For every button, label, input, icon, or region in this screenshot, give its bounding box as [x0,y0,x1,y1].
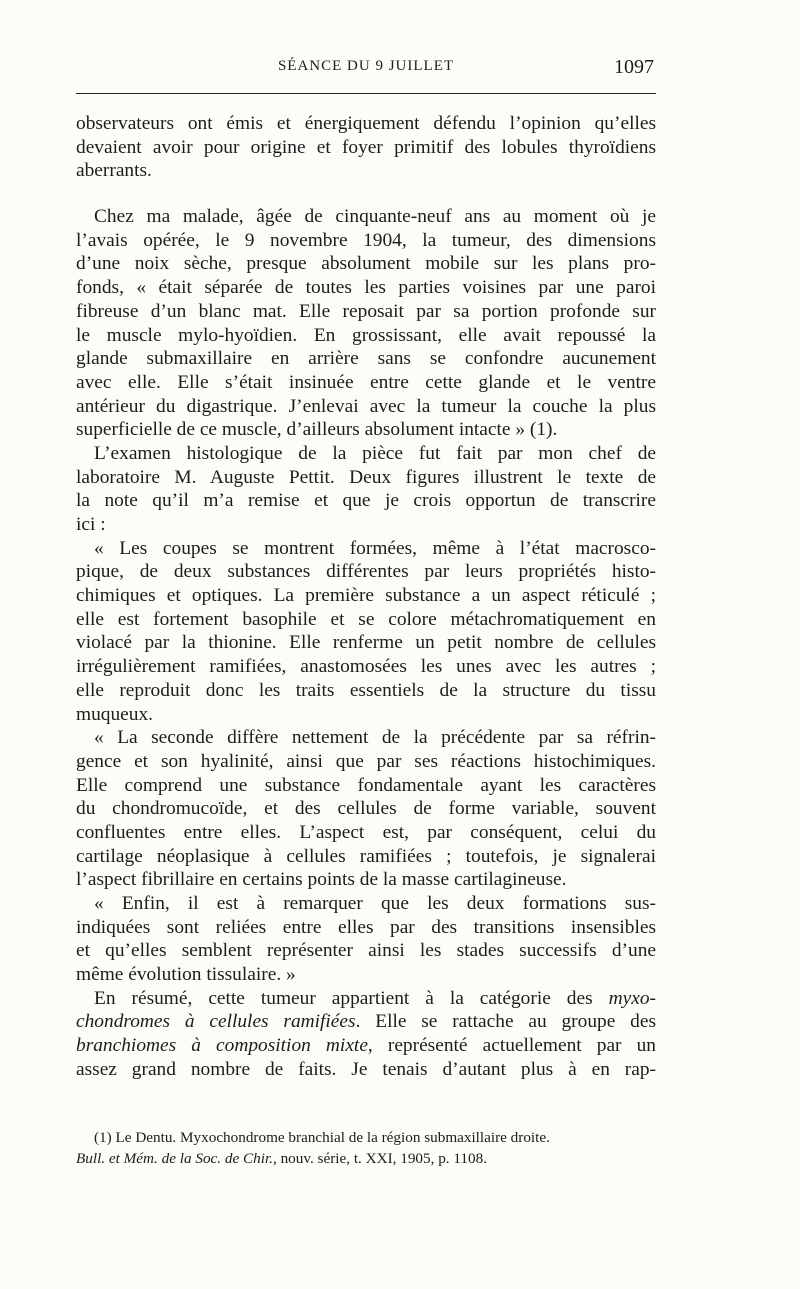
text-line: elle est fortement basophile et se colore métachromatiquement en [76,608,656,630]
text-line: elle reproduit donc les traits essentiels de la structure du tissu [76,679,656,701]
text-line: antérieur du digastrique. J’enlevai avec la tumeur la couche la plus [76,395,656,417]
running-head: SÉANCE DU 9 JUILLET [277,58,455,74]
text-line: chondromes à cellules ramifiées. Elle se rattache au groupe des [76,1011,656,1033]
text-line: du chondromucoïde, et des cellules de forme variable, souvent [76,798,656,820]
text-line: superficielle de ce muscle, d’ailleurs absolument intacte » (1). [76,419,558,441]
text-line: assez grand nombre de faits. Je tenais d’autant plus à en rap- [76,1058,656,1080]
text-line: chimiques et optiques. La première substance a un aspect réticulé ; [76,585,656,607]
text-line: L’examen histologique de la pièce fut fait par mon chef de [94,442,656,464]
text-line: observateurs ont émis et énergiquement défendu l’opinion qu’elles [76,113,656,134]
text-line: Elle comprend une substance fondamentale ayant les caractères [76,774,656,796]
footnote-line: (1) Le Dentu. Myxochondrome branchial de la région submaxillaire droite. [94,1129,550,1146]
text-line: laboratoire M. Auguste Pettit. Deux figures illustrent le texte de [76,466,656,488]
text-line: ici : [76,514,106,535]
text-line: En résumé, cette tumeur appartient à la catégorie des myxo- [94,987,656,1009]
text-line: d’une noix sèche, presque absolument mobile sur les plans pro- [76,253,656,275]
text-line: muqueux. [76,703,154,725]
paragraph [76,537,656,727]
header-rule [76,93,656,94]
footnote [76,1127,656,1169]
text-line: fonds, « était séparée de toutes les parties voisines par une paroi [76,277,656,299]
text-line: le muscle mylo-hyoïdien. En grossissant, elle avait repoussé la [76,324,656,346]
text-line: même évolution tissulaire. » [76,964,296,986]
paragraph [76,205,656,442]
paragraph [76,726,656,892]
text-line: gence et son hyalinité, ainsi que par ses réactions histochimiques. [76,750,656,772]
text-line: « Les coupes se montrent formées, même à l’état macrosco- [94,537,656,559]
text-line: Chez ma malade, âgée de cinquante-neuf ans au moment où je [94,206,656,228]
text-line: fibreuse d’un blanc mat. Elle reposait par sa portion profonde sur [76,300,656,322]
text-line: avec elle. Elle s’était insinuée entre cette glande et le ventre [76,371,656,393]
paragraph [76,892,656,987]
page-header [76,56,656,82]
text-line: l’aspect fibrillaire en certains points de la masse cartilagineuse. [76,869,567,891]
paragraph [76,442,656,537]
text-line: pique, de deux substances différentes par leurs propriétés histo- [76,561,656,583]
paragraph [76,112,656,183]
paragraph [76,987,656,1082]
text-line: glande submaxillaire en arrière sans se confondre aucunement [76,348,656,370]
text-line: aberrants. [76,160,152,182]
text-line: confluentes entre elles. L’aspect est, par conséquent, celui du [76,821,656,843]
text-line: la note qu’il m’a remise et que je crois opportun de transcrire [76,490,656,512]
text-line: devaient avoir pour origine et foyer primitif des lobules thyroïdiens [76,136,656,158]
text-line: « Enfin, il est à remarquer que les deux formations sus- [94,893,656,914]
text-line: « La seconde diffère nettement de la précédente par sa réfrin- [94,727,656,749]
page-number: 1097 [614,56,654,78]
footnote-line: Bull. et Mém. de la Soc. de Chir., nouv. série, t. XXI, 1905, p. 1108. [76,1150,487,1167]
body-text [76,112,656,1082]
text-line: indiquées sont reliées entre elles par des transitions insensibles [76,916,656,938]
text-line: cartilage néoplasique à cellules ramifiées ; toutefois, je signalerai [76,845,656,867]
text-line: violacé par la thionine. Elle renferme un petit nombre de cellules [76,632,656,654]
text-line: et qu’elles semblent représenter ainsi les stades successifs d’une [76,940,656,962]
text-line: branchiomes à composition mixte, représenté actuellement par un [76,1035,656,1057]
text-line: irrégulièrement ramifiées, anastomosées les unes avec les autres ; [76,656,656,678]
text-line: l’avais opérée, le 9 novembre 1904, la tumeur, des dimensions [76,229,656,251]
